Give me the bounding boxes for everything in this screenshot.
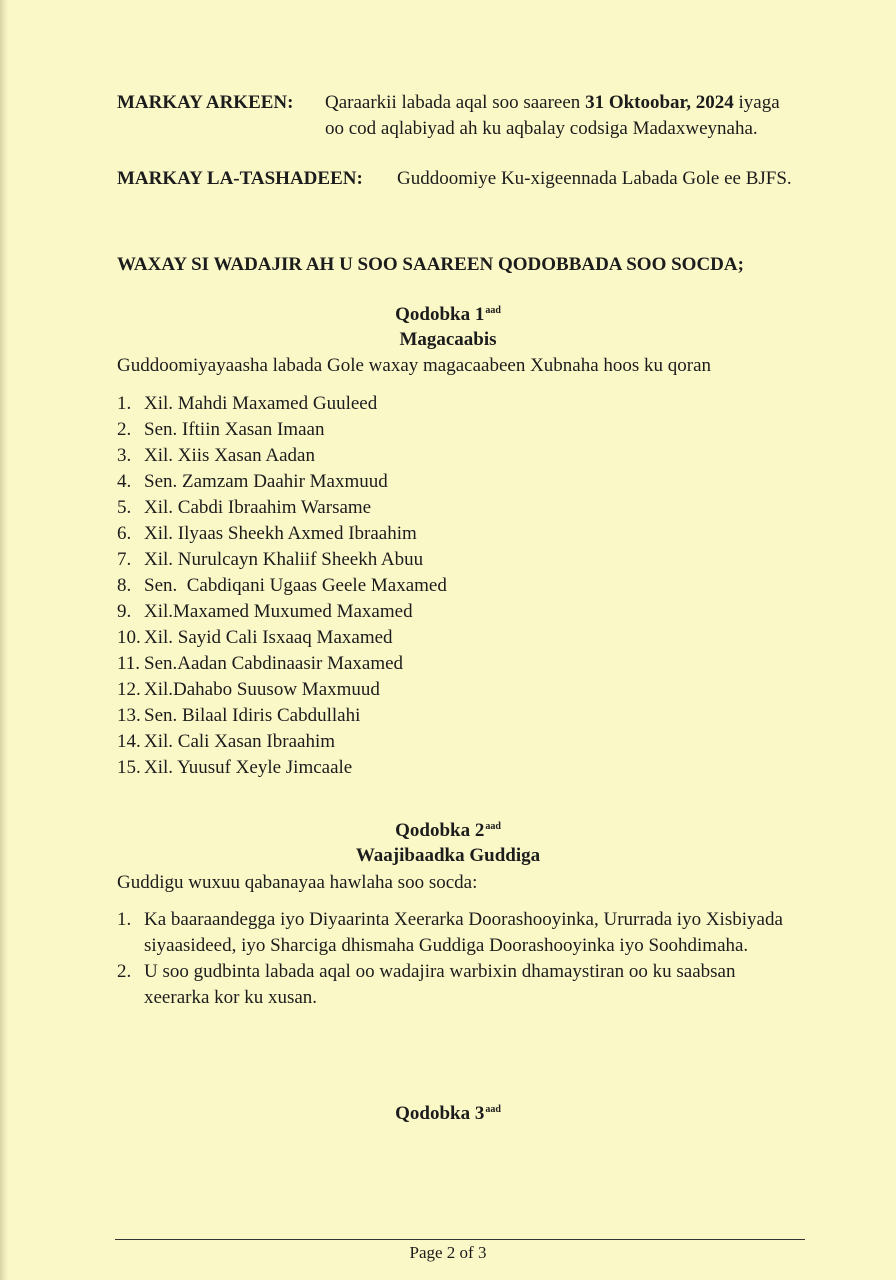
member-number: 10.: [117, 627, 141, 648]
markay-la-tashadeen-text: Guddoomiye Ku-xigeennada Labada Gole ee BJFS.: [397, 168, 792, 189]
member-list-item: [117, 599, 447, 625]
member-list-item: [117, 625, 447, 651]
member-list-item: [117, 391, 447, 417]
member-number: 11.: [117, 653, 141, 674]
article3-title: Qodobka $3^{aad}$: [395, 1103, 501, 1124]
duty-text: U soo gudbinta labada aqal oo wadajira warbixin dhamaystiran oo ku saabsan xeerarka kor ku xusan.: [144, 961, 736, 1008]
article1-subtitle: Magacaabis: [399, 329, 497, 350]
member-number: 15.: [117, 757, 141, 778]
member-list-item: [117, 755, 447, 781]
member-number: 5.: [117, 497, 132, 518]
member-name: Xil. Cabdi Ibraahim Warsame: [144, 497, 372, 518]
member-name: Xil. Cali Xasan Ibraahim: [144, 731, 336, 752]
member-list-item: [117, 703, 447, 729]
member-name: Xil. Xiis Xasan Aadan: [144, 445, 315, 466]
main-heading: WAXAY SI WADAJIR AH U SOO SAAREEN QODOBBADA SOO SOCDA;: [117, 254, 744, 275]
member-name: Xil.Dahabo Suusow Maxmuud: [144, 679, 380, 700]
member-number: 4.: [117, 471, 132, 492]
member-name: Sen. Zamzam Daahir Maxmuud: [144, 471, 388, 492]
markay-la-tashadeen-label: MARKAY LA-TASHADEEN:: [117, 168, 363, 189]
member-name: Xil. Ilyaas Sheekh Axmed Ibraahim: [144, 523, 417, 544]
member-number: 2.: [117, 419, 132, 440]
member-name: Xil. Sayid Cali Isxaaq Maxamed: [144, 627, 393, 648]
member-list-item: [117, 495, 447, 521]
member-list-item: [117, 651, 447, 677]
member-list-item: [117, 443, 447, 469]
page-edge-shadow: [0, 0, 9, 1280]
member-number: 6.: [117, 523, 132, 544]
article2-subtitle: Waajibaadka Guddiga: [355, 845, 541, 866]
duties-list: [117, 907, 797, 1011]
member-number: 7.: [117, 549, 132, 570]
member-number: 3.: [117, 445, 132, 466]
member-name: Sen.Aadan Cabdinaasir Maxamed: [144, 653, 404, 674]
member-list-item: [117, 417, 447, 443]
member-name: Sen. Cabdiqani Ugaas Geele Maxamed: [144, 575, 447, 596]
member-name: Xil. Nurulcayn Khaliif Sheekh Abuu: [144, 549, 424, 570]
article1-intro: Guddoomiyayaasha labada Gole waxay magacaabeen Xubnaha hoos ku qoran: [117, 355, 712, 376]
markay-arkeen-label: MARKAY ARKEEN:: [117, 92, 294, 113]
member-list-item: [117, 521, 447, 547]
member-name: Sen. Iftiin Xasan Imaan: [144, 419, 325, 440]
member-list-item: [117, 469, 447, 495]
member-list-item: [117, 547, 447, 573]
duty-list-item: [117, 959, 797, 1011]
member-number: 13.: [117, 705, 141, 726]
markay-arkeen-text-line2: oo cod aqlabiyad ah ku aqbalay codsiga Madaxweynaha.: [325, 118, 758, 139]
date-bold: 31 Oktoobar, 2024: [585, 92, 734, 113]
member-name: Xil. Yuusuf Xeyle Jimcaale: [144, 757, 353, 778]
member-number: 9.: [117, 601, 132, 622]
page-number: Page 2 of 3: [409, 1243, 487, 1262]
article1-title: Qodobka $1^{aad}$: [395, 304, 501, 325]
members-list: [117, 391, 447, 781]
duty-list-item: [117, 907, 797, 959]
duty-number: 1.: [117, 909, 132, 930]
member-list-item: [117, 729, 447, 755]
member-list-item: [117, 677, 447, 703]
member-number: 14.: [117, 731, 141, 752]
member-list-item: [117, 573, 447, 599]
article2-intro: Guddigu wuxuu qabanayaa hawlaha soo socda:: [117, 872, 478, 893]
member-name: Xil. Mahdi Maxamed Guuleed: [144, 393, 378, 414]
member-number: 12.: [117, 679, 141, 700]
article2-title: Qodobka $2^{aad}$: [395, 820, 501, 841]
duty-text: Ka baaraandegga iyo Diyaarinta Xeerarka Doorashooyinka, Ururrada iyo Xisbiyada siyaasideed, iyo Sharciga dhismaha Guddiga Doorashooyinka iyo Soohdimaha.: [144, 909, 783, 956]
member-number: 8.: [117, 575, 132, 596]
markay-arkeen-text-line1: Qaraarkii labada aqal soo saareen 31 Oktoobar, 2024 iyaga: [325, 92, 780, 113]
duty-number: 2.: [117, 961, 132, 982]
member-name: Sen. Bilaal Idiris Cabdullahi: [144, 705, 361, 726]
footer-divider: [115, 1239, 805, 1240]
member-name: Xil.Maxamed Muxumed Maxamed: [144, 601, 413, 622]
member-number: 1.: [117, 393, 132, 414]
